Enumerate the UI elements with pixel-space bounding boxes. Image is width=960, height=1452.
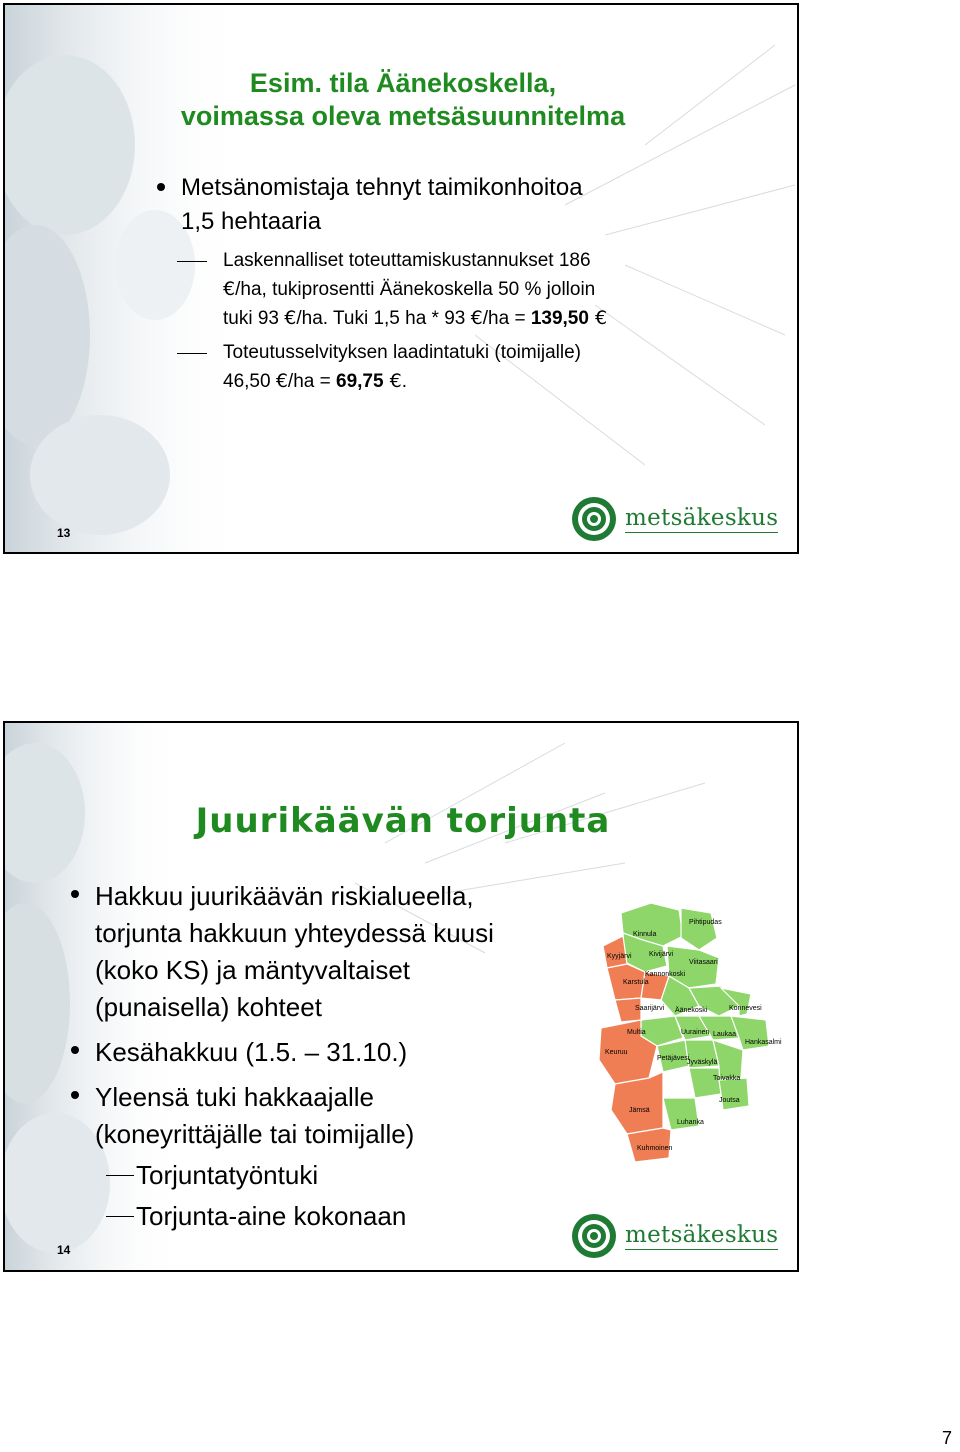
map-label: Uurainen <box>681 1029 710 1036</box>
bullet-text: Yleensä tuki hakkaajalle <box>95 1082 374 1112</box>
map-label: Kyyjärvi <box>607 953 632 960</box>
slide-title-line: voimassa oleva metsäsuunnitelma <box>180 101 626 131</box>
map-label: Äänekoski <box>675 1007 708 1014</box>
bullet-item <box>66 1034 566 1071</box>
euro-sign: € <box>284 307 297 329</box>
dash-marker <box>106 1216 134 1217</box>
dash-marker <box>177 353 207 354</box>
dash-marker <box>177 261 207 262</box>
map-label: Kinnula <box>633 931 657 938</box>
sub-bullet-text: /ha, tukiprosentti Äänekoskella 50 % jolloin <box>235 279 596 300</box>
sub-bullet-text: Torjunta-aine kokonaan <box>136 1201 407 1231</box>
euro-sign: € <box>383 370 402 392</box>
bullet-text: Metsänomistaja tehnyt taimikonhoitoa <box>181 174 583 201</box>
page-number: 7 <box>941 1428 952 1448</box>
map-label: Toivakka <box>713 1075 741 1082</box>
map-label: Joutsa <box>719 1097 740 1104</box>
map-label: Multia <box>627 1029 646 1036</box>
map-region <box>689 1068 721 1098</box>
euro-sign: € <box>275 370 288 392</box>
euro-sign: € <box>588 307 608 329</box>
map-label: Keuruu <box>605 1049 628 1056</box>
sub-bullet-text: /ha = <box>482 308 531 329</box>
bullet-text: 1,5 hehtaaria <box>181 208 322 235</box>
map-label: Kuhmoinen <box>637 1145 673 1152</box>
map-label: Petäjävesi <box>657 1055 690 1062</box>
euro-sign: € <box>470 307 483 329</box>
map-region <box>603 936 627 968</box>
map-label: Karstula <box>623 979 649 986</box>
sub-bullet-text: Torjuntatyöntuki <box>136 1160 319 1190</box>
slide-number: 14 <box>57 1243 71 1257</box>
map-label: Kannonkoski <box>645 971 686 978</box>
map-label: Saarijärvi <box>635 1005 665 1012</box>
sub-bullet-item <box>155 339 795 396</box>
bullet-text: (koko KS) ja mäntyvaltaiset <box>95 955 411 985</box>
bullet-item <box>66 878 566 1026</box>
map-label: Pihtipudas <box>689 919 722 926</box>
sub-bullet-item <box>155 247 795 333</box>
target-logo-icon <box>571 496 617 542</box>
sub-bullet-text: 46,50 <box>223 371 276 392</box>
sub-bullet-text: tuki 93 <box>223 308 285 329</box>
municipality-map <box>571 888 791 1170</box>
slide-14 <box>3 721 799 1272</box>
bullet-text: (koneyrittäjälle tai toimijalle) <box>95 1119 415 1149</box>
sub-bullet-list <box>66 1155 566 1237</box>
sub-bullet-text: Laskennalliset toteuttamiskustannukset 186 <box>223 250 591 271</box>
slide-title <box>5 67 799 133</box>
logo-text: metsäkeskus <box>625 505 779 531</box>
map-label: Luhanka <box>677 1119 704 1126</box>
slide-number: 13 <box>57 526 71 540</box>
slide-title: Juurikäävän torjunta <box>195 801 611 841</box>
metsakeskus-logo <box>571 1213 778 1259</box>
amount-total: 139,50 <box>530 308 589 329</box>
bullet-text: (punaisella) kohteet <box>95 992 322 1022</box>
map-svg <box>571 888 791 1170</box>
bullet-item <box>66 1079 566 1153</box>
slide-13 <box>3 3 799 554</box>
logo-text: metsäkeskus <box>625 1222 779 1248</box>
map-label: Viitasaari <box>689 959 718 966</box>
bullet-list <box>66 878 566 1153</box>
map-region <box>681 908 717 950</box>
map-label: Jämsä <box>629 1107 650 1114</box>
sub-bullet-item <box>66 1155 566 1196</box>
sub-bullet-item <box>66 1196 566 1237</box>
map-label: Konnevesi <box>729 1005 762 1012</box>
bullet-text: Hakkuu juurikäävän riskialueella, <box>95 881 474 911</box>
bullet-text: torjunta hakkuun yhteydessä kuusi <box>95 918 494 948</box>
map-label: Kivijärvi <box>649 951 674 958</box>
bullet-list <box>152 171 792 239</box>
map-label: Laukaa <box>713 1031 736 1038</box>
amount-support: 69,75 <box>336 371 384 392</box>
target-logo-icon <box>571 1213 617 1259</box>
sub-bullet-text: /ha. Tuki 1,5 ha * 93 <box>296 308 471 329</box>
euro-sign: € <box>223 278 236 300</box>
sub-bullet-text: Toteutusselvityksen laadintatuki (toimijalle) <box>223 342 581 363</box>
slide-title-line: Esim. tila Äänekoskella, <box>249 68 557 98</box>
dash-marker <box>106 1175 134 1176</box>
sub-bullet-list <box>155 247 795 396</box>
sub-bullet-text: /ha = <box>287 371 336 392</box>
map-label: Jyväskylä <box>687 1059 718 1066</box>
bullet-text: Kesähakkuu (1.5. – 31.10.) <box>95 1037 408 1067</box>
map-label: Hankasalmi <box>745 1039 782 1046</box>
map-region <box>719 1078 749 1110</box>
bullet-item <box>152 171 792 239</box>
sub-bullet-text: . <box>401 371 407 392</box>
metsakeskus-logo <box>571 496 778 542</box>
